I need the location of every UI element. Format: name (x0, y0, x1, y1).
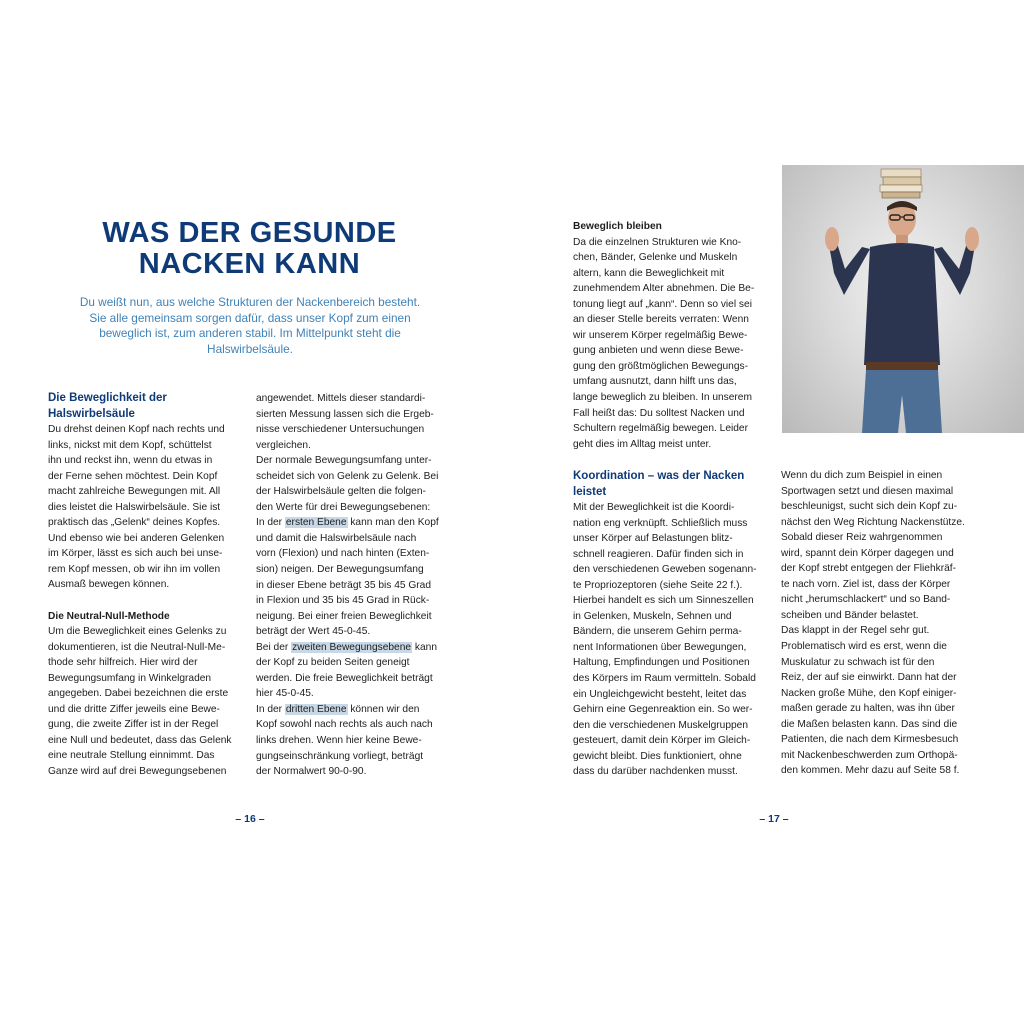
text-line: die Maßen belasten kann. Das sind die (781, 718, 958, 730)
text-line: den kommen. Mehr dazu auf Seite 58 f. (781, 765, 960, 777)
text-column-5 (781, 468, 981, 779)
text-line: angegeben. Dabei bezeichnen die erste (48, 688, 229, 700)
text-line: lange beweglich zu bleiben. In unserem (573, 392, 752, 404)
text-line: der Kopf strebt entgegen der Fliehkräf- (781, 563, 956, 575)
text-line: Hierbei handelt es sich um Sinneszellen (573, 595, 754, 607)
title-line: WAS DER GESUNDE (102, 217, 397, 249)
text-line: wir unserem Körper regelmäßig Bewe- (573, 329, 748, 341)
text-line: der Halswirbelsäule gelten die folgen- (256, 486, 426, 498)
text-line: dass du darüber nachdenken musst. (573, 766, 738, 778)
section-heading: Beweglich bleiben (573, 221, 662, 232)
page-number: – 17 – (759, 813, 789, 825)
text-line: gung, die zweite Ziffer ist in der Regel (48, 719, 219, 731)
text-column-1 (48, 390, 244, 780)
text-line: Bändern, die unserem Gehirn perma- (573, 626, 742, 638)
text-line: und die dritte Ziffer jeweils eine Bewe- (48, 703, 220, 715)
text-line: links, nickst mit dem Kopf, schüttelst (48, 439, 212, 451)
text-line: sierten Messung lassen sich die Ergeb- (256, 408, 434, 420)
text-line: macht zahlreiche Bewegungen mit. All (48, 486, 221, 498)
text-line: tonung liegt auf „kann“. Denn so viel sei (573, 298, 752, 310)
text-line: Ganze wird auf drei Bewegungsebenen (48, 766, 227, 778)
text-line: beschleunigst, sucht sich dein Kopf zu- (781, 501, 958, 513)
text-line: Fall heißt das: Du solltest Nacken und (573, 407, 745, 419)
text-line: Reiz, der auf sie einwirkt. Dann hat der (781, 672, 957, 684)
text-line: schnell reagieren. Dafür finden sich in (573, 548, 744, 560)
text-line: den verschiedenen Geweben sogenann- (573, 564, 757, 576)
text-column-2 (256, 391, 452, 780)
text-line: Mit der Beweglichkeit ist die Koordi- (573, 502, 735, 513)
text-line: scheidet sich von Gelenk zu Gelenk. Bei (256, 470, 439, 482)
text-line: werden. Die freie Beweglichkeit beträgt (256, 672, 433, 684)
text-line: eine neutrale Stellung einnimmt. Das (48, 750, 215, 762)
text-line: In der dritten Ebene können wir den (256, 703, 420, 715)
text-line: Haltung, Empfindungen und Positionen (573, 657, 750, 669)
text-line: Um die Beweglichkeit eines Gelenks zu (48, 626, 227, 638)
text-line: gung den größtmöglichen Bewegungs- (573, 360, 748, 372)
text-line: nächst den Weg Richtung Nackenstütze. (781, 516, 965, 528)
man-balancing-books-photo (782, 165, 1024, 433)
text-line: in Flexion und 35 bis 45 Grad in Rück- (256, 595, 430, 607)
paragraph (256, 391, 452, 453)
text-line: Patienten, die nach dem Kirmesbesuch (781, 734, 959, 746)
text-line: ein Ungleichgewicht besteht, leitet das (573, 688, 747, 700)
text-line: rem Kopf messen, ob wir ihn im vollen (48, 563, 221, 575)
text-column-4 (573, 468, 769, 780)
intro-text: Du weißt nun, aus welche Strukturen der Nackenbereich besteht. Sie alle gemeinsam sorgen dafür, dass unser Kopf zum einen beweglich ist, zum anderen stabil. Im Mittelpunkt steht die Halswirbelsäule. (79, 295, 421, 357)
text-line: hier 45-0-45. (256, 688, 314, 700)
text-line: in dieser Ebene beträgt 35 bis 45 Grad (256, 579, 431, 591)
text-line: der Kopf zu beiden Seiten geneigt (256, 657, 410, 669)
text-line: eine Null und bedeutet, dass das Gelenk (48, 734, 232, 746)
text-line: und damit die Halswirbelsäule nach (256, 532, 417, 544)
paragraph (573, 235, 769, 453)
text-line: Da die einzelnen Strukturen wie Kno- (573, 236, 742, 248)
text-line: nent Informationen über Bewegungen, (573, 641, 747, 653)
section-heading: Die Beweglichkeit der Halswirbelsäule (48, 392, 167, 420)
text-line: neigung. Bei einer freien Beweglichkeit (256, 610, 432, 622)
page-title (48, 218, 451, 280)
right-page (512, 0, 1024, 1024)
text-line: te Propriozeptoren (siehe Seite 22 f.). (573, 579, 743, 591)
text-line: Und ebenso wie bei anderen Gelenken (48, 532, 225, 544)
text-line: geht dies im Alltag meist unter. (573, 438, 712, 450)
text-line: Du drehst deinen Kopf nach rechts und (48, 424, 225, 435)
text-line: gesteuert, damit dein Körper im Gleich- (573, 735, 751, 747)
text-line: der Normalwert 90-0-90. (256, 766, 367, 778)
text-line: Gehirn eine Gegenreaktion ein. So wer- (573, 704, 753, 716)
text-line: Ausmaß bewegen können. (48, 579, 170, 591)
text-line: Problematisch wird es erst, wenn die (781, 641, 947, 653)
text-line: nisse verschiedener Untersuchungen (256, 424, 425, 436)
text-line: Muskulatur zu schwach ist für den (781, 656, 935, 668)
text-line: dies leistet die Halswirbelsäule. Sie ist (48, 501, 221, 513)
text-line: nicht „herumschlackert“ und so Band- (781, 594, 951, 606)
text-line: Sobald dieser Reiz wahrgenommen (781, 532, 943, 544)
text-column-3 (573, 219, 769, 452)
text-line: umfang ausnutzt, dann hilft uns das, (573, 376, 737, 388)
text-line: dokumentieren, ist die Neutral-Null-Me- (48, 641, 226, 653)
text-line: Das klappt in der Regel sehr gut. (781, 625, 930, 637)
text-line: gungseinschränkung vorliegt, beträgt (256, 750, 424, 762)
text-line: wird, spannt dein Körper dagegen und (781, 547, 954, 559)
text-line: im Körper, lässt es sich auch bei unse- (48, 548, 223, 560)
paragraph (781, 468, 981, 779)
text-line: Sportwagen setzt und diesen maximal (781, 485, 954, 497)
paragraph (256, 640, 452, 702)
text-line: an dieser Stelle bereits verraten: Wenn (573, 314, 749, 326)
text-line: der Ferne sehen möchtest. Dein Kopf (48, 470, 218, 482)
page-number: – 16 – (235, 813, 265, 825)
text-line: altern, kann die Beweglichkeit mit (573, 267, 725, 279)
highlighted-term: zweiten Bewegungsebene (292, 641, 412, 653)
text-line: zunehmendem Alter abnehmen. Die Be- (573, 283, 755, 295)
text-line: nation eng verknüpft. Schließlich muss (573, 517, 748, 529)
text-line: Nacken große Mühe, den Kopf einiger- (781, 687, 957, 699)
text-line: ihn und reckst ihn, wenn du etwas in (48, 455, 213, 467)
text-line: chen, Bänder, Gelenke und Muskeln (573, 252, 738, 264)
text-line: mit Nackenbeschwerden zum Orthopä- (781, 749, 958, 761)
text-line: gung anbieten und wenn diese Bewe- (573, 345, 744, 357)
highlighted-term: ersten Ebene (285, 517, 347, 529)
paragraph (573, 500, 769, 780)
text-line: In der ersten Ebene kann man den Kopf (256, 517, 439, 529)
text-line: Schultern regelmäßig bewegen. Leider (573, 423, 748, 435)
text-line: thode sehr hilfreich. Hier wird der (48, 657, 198, 669)
text-line: maßen gerade zu halten, was ihn über (781, 703, 955, 715)
text-line: Der normale Bewegungsumfang unter- (256, 455, 432, 467)
text-line: den Werte für drei Bewegungsebenen: (256, 501, 431, 513)
text-line: sion) neigen. Der Bewegungsumfang (256, 564, 424, 576)
paragraph (256, 453, 452, 515)
text-line: praktisch das „Gelenk“ deines Kopfes. (48, 517, 221, 529)
text-line: vergleichen. (256, 439, 311, 451)
section-heading: Koordination – was der Nacken leistet (573, 470, 745, 498)
text-line: vorn (Flexion) und nach hinten (Exten- (256, 548, 430, 560)
text-line: beträgt der Wert 45-0-45. (256, 626, 371, 638)
text-line: links drehen. Wenn hier keine Bewe- (256, 735, 422, 747)
title-line: NACKEN KANN (138, 248, 361, 280)
text-line: te nach vorn. Ziel ist, dass der Körper (781, 578, 951, 590)
text-line: Bei der zweiten Bewegungsebene kann (256, 641, 437, 653)
highlighted-term: dritten Ebene (285, 703, 347, 715)
text-line: Wenn du dich zum Beispiel in einen (781, 470, 943, 481)
paragraph (48, 422, 244, 593)
text-line: angewendet. Mittels dieser standardi- (256, 393, 426, 404)
text-line: Bewegungsumfang in Winkelgraden (48, 672, 212, 684)
text-line: unser Körper auf Belastungen blitz- (573, 533, 733, 545)
text-line: den die verschiedenen Muskelgruppen (573, 719, 749, 731)
text-line: des Körpers im Raum vermitteln. Sobald (573, 673, 756, 685)
paragraph (48, 624, 244, 779)
paragraph (256, 702, 452, 780)
text-line: in Gelenken, Muskeln, Sehnen und (573, 610, 732, 622)
text-line: scheiben und Bänder belastet. (781, 609, 919, 621)
text-line: Kopf sowohl nach rechts als auch nach (256, 719, 433, 731)
text-line: gewicht bleibt. Dies funktioniert, ohne (573, 750, 742, 762)
paragraph (256, 515, 452, 639)
section-heading: Die Neutral-Null-Methode (48, 610, 170, 622)
